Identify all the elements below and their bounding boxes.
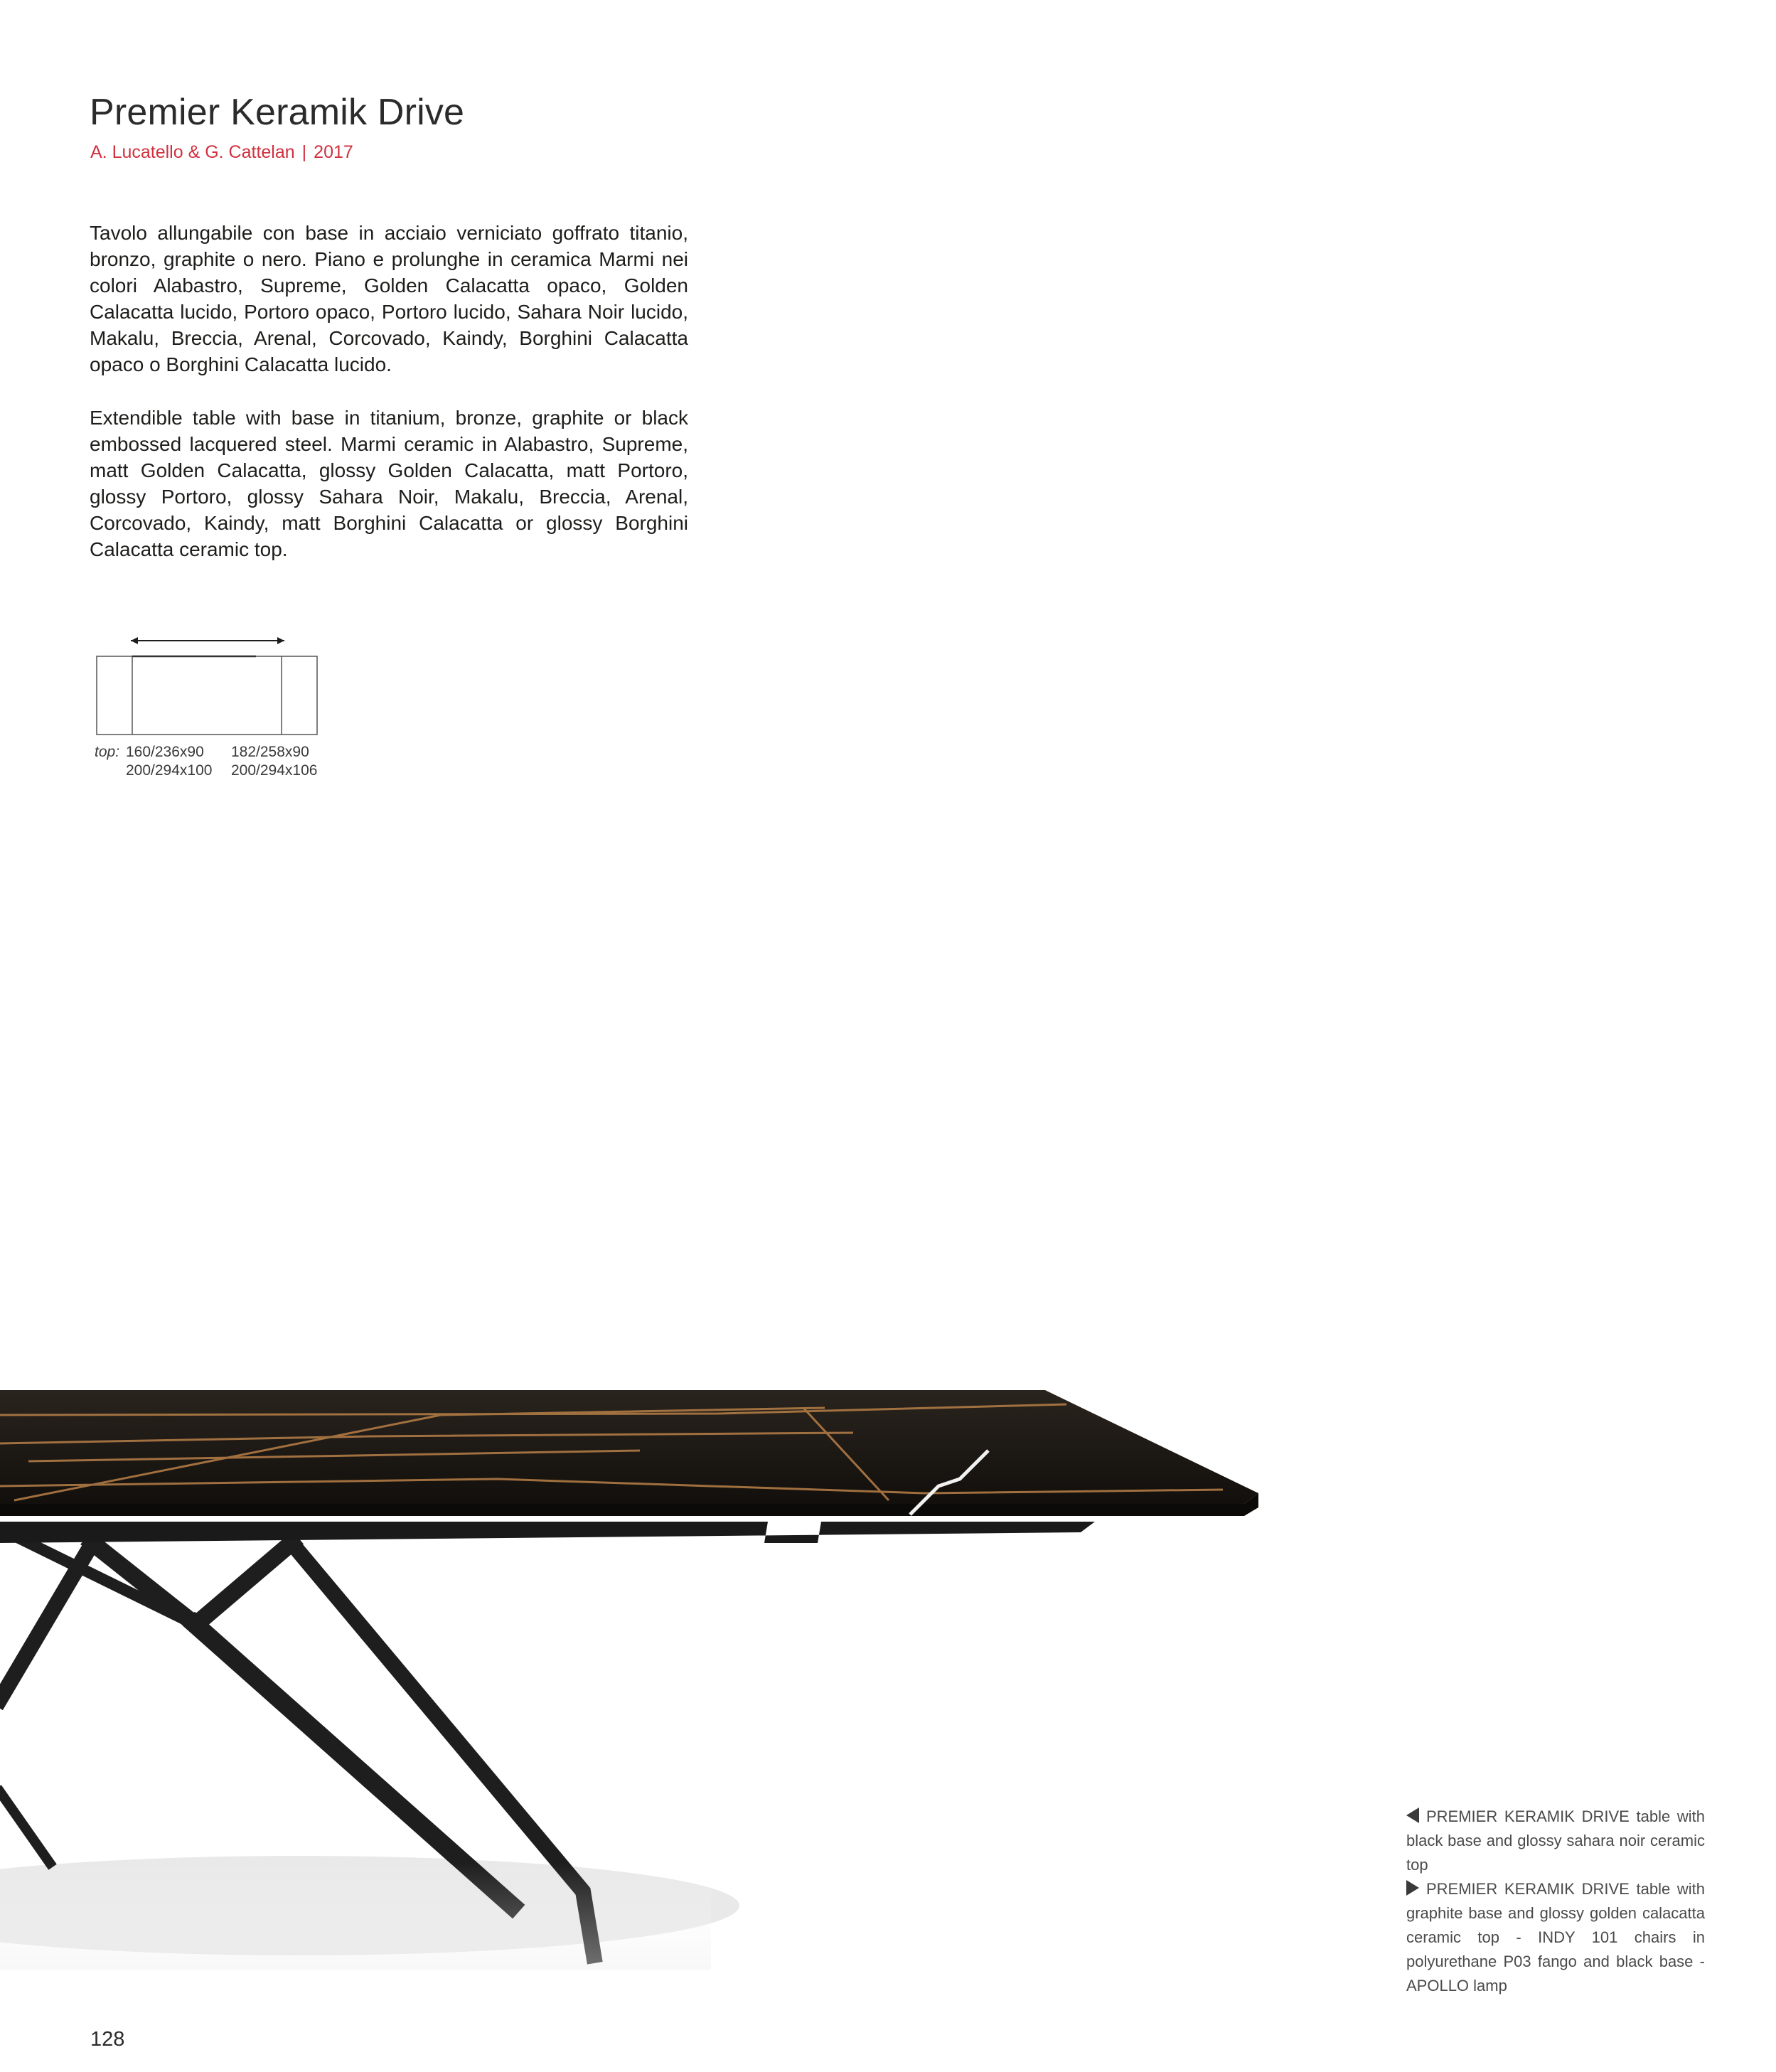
description-italian: Tavolo allungabile con base in acciaio verniciato goffrato titanio, bronzo, graphite o nero. Piano e prolunghe in ceramica Marmi nei colori Alabastro, Supreme, Golden Calacatta opaco, Golden Calacatta lucido, Portoro opaco, Portoro lucido, Sahara Noir lucido, Makalu, Breccia, Arenal, Corcovado, Kaindy, Borghini Calacatta opaco o Borghini Calacatta lucido.: [90, 222, 688, 375]
dimension-value: 200/294x106: [231, 762, 318, 779]
designer-names: A. Lucatello & G. Cattelan: [90, 142, 295, 162]
dimensions-label: top:: [95, 744, 120, 760]
extension-diagram: [92, 629, 320, 736]
caption-right-text: PREMIER KERAMIK DRIVE table with graphite base and glossy golden calacatta ceramic top - INDY 101 chairs in polyurethane P03 fango and black base - APOLLO lamp: [1406, 1880, 1705, 1994]
table-outline: [97, 656, 317, 735]
caption-right: [1406, 1877, 1705, 1998]
separator: |: [301, 142, 307, 162]
arrow-right-icon: [1406, 1880, 1419, 1896]
dimension-value: 200/294x100: [126, 762, 213, 779]
dimensions-table: [95, 743, 317, 780]
dimension-value: 182/258x90: [231, 744, 309, 760]
dimensions-label-spacer: [95, 762, 126, 780]
table-rail: [0, 1522, 1095, 1543]
dimension-value: 160/236x90: [126, 744, 204, 760]
caption-left-text: PREMIER KERAMIK DRIVE table with black base and glossy sahara noir ceramic top: [1406, 1807, 1705, 1874]
design-year: 2017: [314, 142, 353, 162]
table-photo: [0, 1365, 1280, 1970]
dimensions-row: [95, 762, 317, 780]
description-english: Extendible table with base in titanium, bronze, graphite or black embossed lacquered steel. Marmi ceramic in Alabastro, Supreme, matt Golden Calacatta, glossy Golden Calacatta, matt Portoro, glossy Portoro, glossy Sahara Noir, Makalu, Breccia, Arenal, Corcovado, Kaindy, matt Borghini Calacatta or glossy Borghini Calacatta ceramic top.: [90, 407, 688, 560]
page-title: Premier Keramik Drive: [90, 92, 465, 133]
designer-line: [90, 142, 353, 163]
caption-left: [1406, 1805, 1705, 1877]
table-top: [0, 1390, 1258, 1504]
arrow-left-icon: [1406, 1807, 1419, 1823]
photo-caption: [1406, 1805, 1705, 1998]
page-number: 128: [90, 2028, 125, 2051]
dimensions-row: [95, 743, 317, 762]
extension-arrow: [131, 637, 284, 644]
floor-fade: [0, 1863, 711, 1970]
